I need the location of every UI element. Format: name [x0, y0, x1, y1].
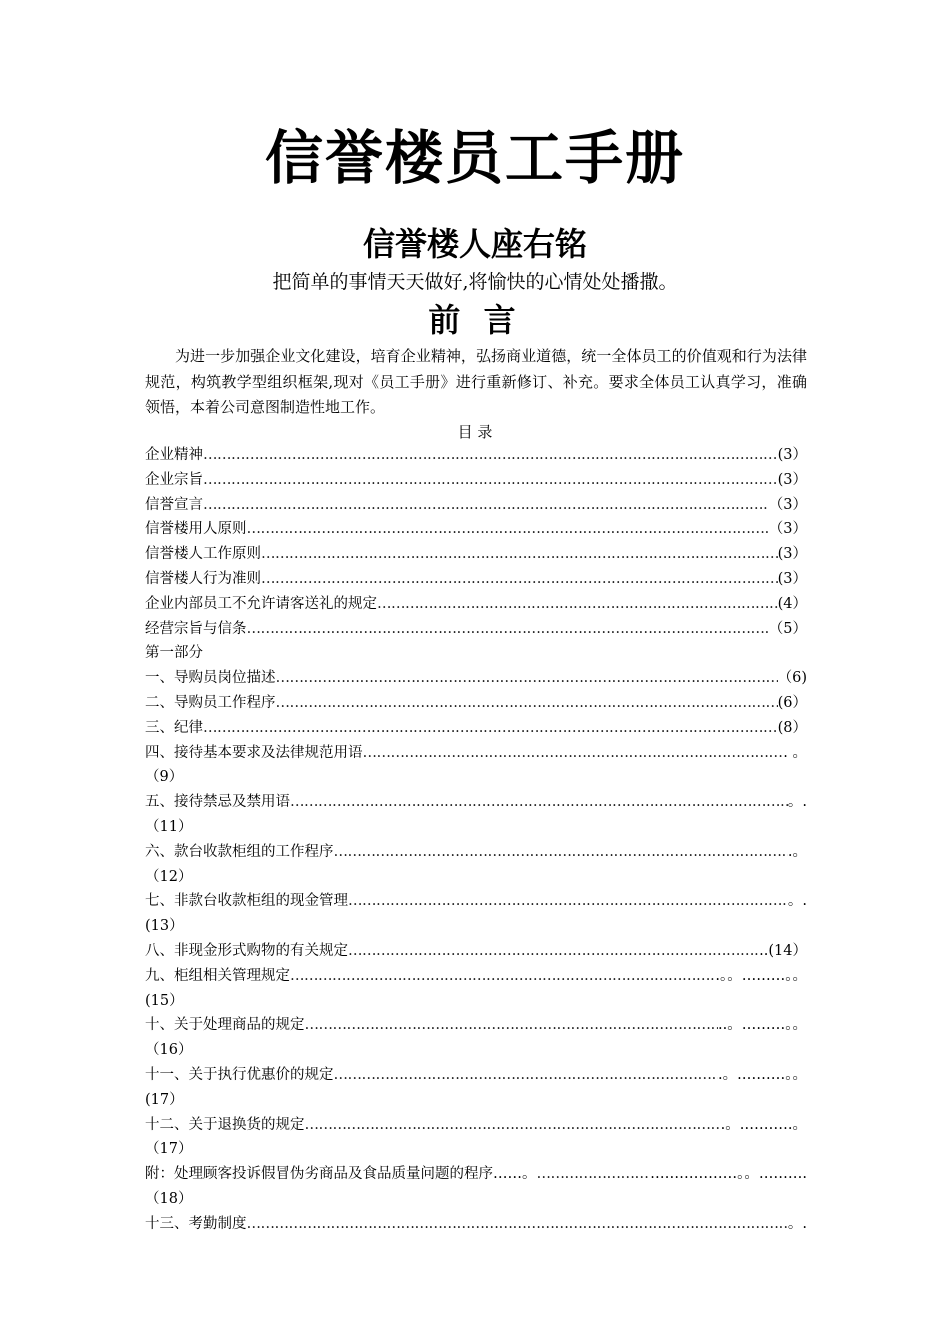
toc-leader-dots	[290, 790, 788, 815]
toc-entry-page-continued: （17）	[145, 1141, 193, 1158]
toc-entry-page-continued: （18）	[145, 1190, 193, 1207]
document-title: 信誉楼员工手册	[264, 124, 685, 192]
toc-leader-dots	[348, 889, 788, 914]
toc-entry-label: 信誉楼用人原则	[145, 521, 247, 538]
toc-entry-page: （3）	[768, 496, 807, 513]
toc-entry[interactable]	[145, 666, 807, 691]
toc-leader-dots	[290, 964, 715, 989]
toc-entry[interactable]	[145, 1212, 807, 1237]
toc-entry-page: (8）	[777, 719, 807, 736]
toc-leader-dots	[305, 1113, 721, 1138]
preface-paragraph: 为进一步加强企业文化建设，培育企业精神，弘扬商业道德，统一全体员工的价值观和行为法律规范，构筑教学型组织框架,现对《员工手册》进行重新修订、补充。要求全体员工认真学习，准确领悟，本着公司意图制造性地工作。	[145, 347, 807, 416]
toc-entry-label: 九、柜组相关管理规定	[145, 967, 290, 984]
toc-entry[interactable]	[145, 567, 807, 592]
toc-entry-page-continued: （12）	[145, 868, 193, 885]
motto-heading: 信誉楼人座右铭	[362, 225, 587, 263]
toc-entry-page: ..(14）	[759, 942, 807, 959]
toc-entry-page: .。.……….。	[720, 1116, 807, 1133]
toc-heading: 目 录	[457, 423, 493, 441]
toc-entry-page: (3）	[777, 471, 807, 488]
toc-entry[interactable]	[145, 592, 807, 617]
toc-leader-dots	[305, 1013, 719, 1038]
toc-entry[interactable]	[145, 889, 807, 914]
toc-entry-label: 十一、关于执行优惠价的规定	[145, 1066, 334, 1083]
toc-leader-dots	[261, 567, 778, 592]
toc-entry[interactable]	[145, 964, 807, 989]
toc-entry[interactable]	[145, 1113, 807, 1138]
toc-entry[interactable]	[145, 517, 807, 542]
toc-entry[interactable]	[145, 468, 807, 493]
toc-entry-label: 信誉楼人工作原则	[145, 546, 261, 563]
toc-entry-label: 十、关于处理商品的规定	[145, 1017, 305, 1034]
toc-entry[interactable]	[145, 493, 807, 518]
table-of-contents	[145, 443, 807, 1237]
toc-entry-page: .。	[787, 843, 807, 860]
toc-entry[interactable]	[145, 939, 807, 964]
toc-leader-dots	[247, 1212, 788, 1237]
toc-entry[interactable]	[145, 790, 807, 815]
toc-entry-page: 。.	[787, 893, 807, 910]
toc-entry-page: ………………。。……….	[650, 1166, 807, 1183]
toc-entry-page-continued: (17）	[145, 1091, 184, 1108]
motto-text: 把简单的事情天天做好,将愉快的心情处处播撒。	[272, 271, 678, 293]
toc-entry[interactable]	[145, 1162, 807, 1187]
toc-entry-page: (3）	[777, 546, 807, 563]
toc-entry-label: 六、款台收款柜组的工作程序	[145, 843, 334, 860]
toc-entry[interactable]	[145, 443, 807, 468]
toc-entry-page: (4）	[777, 595, 807, 612]
toc-entry-label: 信誉宣言	[145, 496, 203, 513]
toc-entry-label: 经营宗旨与信条	[145, 620, 247, 637]
toc-entry-label: 十三、考勤制度	[145, 1215, 247, 1232]
toc-entry-page: . 。	[783, 744, 807, 761]
toc-entry[interactable]	[145, 741, 807, 766]
toc-entry-label: 信誉楼人行为准则	[145, 570, 261, 587]
toc-entry-label: 八、非现金形式购物的有关规定	[145, 942, 348, 959]
toc-entry-page-continued: (13）	[145, 918, 184, 935]
toc-entry[interactable]	[145, 716, 807, 741]
toc-entry-page: （3）	[768, 521, 807, 538]
toc-entry-label: 十二、关于退换货的规定	[145, 1116, 305, 1133]
toc-leader-dots	[247, 617, 769, 642]
toc-leader-dots	[276, 666, 778, 691]
toc-leader-dots	[363, 741, 784, 766]
toc-entry[interactable]	[145, 840, 807, 865]
toc-entry[interactable]	[145, 1013, 807, 1038]
toc-leader-dots	[203, 716, 778, 741]
toc-entry-page: （6)	[777, 670, 807, 687]
toc-leader-dots	[334, 1063, 719, 1088]
toc-entry-label: 五、接待禁忌及禁用语	[145, 794, 290, 811]
toc-entry-page-continued: （16）	[145, 1042, 193, 1059]
toc-entry-page: (3）	[777, 447, 807, 463]
toc-entry-label: 企业内部员工不允许请客送礼的规定	[145, 595, 377, 612]
toc-entry-label: 三、纪律	[145, 719, 203, 736]
toc-entry-label: 二、导购员工作程序	[145, 694, 276, 711]
preface-heading: 前 言	[428, 301, 522, 339]
toc-leader-dots	[203, 493, 769, 518]
toc-entry[interactable]	[145, 691, 807, 716]
toc-entry-label: 企业精神	[145, 447, 203, 463]
toc-entry-page: .。。………。。	[715, 967, 807, 984]
toc-leader-dots	[247, 517, 769, 542]
toc-entry-page-continued: (15）	[145, 992, 184, 1009]
toc-leader-dots	[537, 1162, 651, 1187]
toc-entry[interactable]	[145, 1063, 807, 1088]
toc-entry-page-continued: （9）	[145, 769, 184, 786]
toc-leader-dots	[348, 939, 759, 964]
toc-leader-dots	[203, 468, 778, 493]
toc-entry-label: 一、导购员岗位描述	[145, 670, 276, 687]
toc-leader-dots	[276, 691, 778, 716]
toc-leader-dots	[334, 840, 788, 865]
toc-entry-page: （5）	[768, 620, 807, 637]
toc-section-heading: 第一部分	[145, 645, 203, 662]
toc-leader-dots	[203, 443, 778, 468]
toc-entry-label: 七、非款台收款柜组的现金管理	[145, 893, 348, 910]
toc-entry-label: 四、接待基本要求及法律规范用语	[145, 744, 363, 761]
toc-entry[interactable]	[145, 617, 807, 642]
toc-entry[interactable]	[145, 542, 807, 567]
toc-entry-page: (3）	[777, 570, 807, 587]
toc-leader-dots	[261, 542, 778, 567]
toc-leader-dots	[377, 592, 778, 617]
toc-entry-page-continued: （11）	[145, 818, 193, 835]
toc-entry-label: 附：处理顾客投诉假冒伪劣商品及食品质量问题的程序……。	[145, 1166, 537, 1183]
toc-entry-label: 企业宗旨	[145, 471, 203, 488]
toc-entry-page: ..。………。。	[718, 1017, 807, 1034]
toc-entry-page: .。.………。。	[718, 1066, 807, 1083]
toc-entry-page: 。.	[787, 1215, 807, 1232]
toc-entry-page: 。.	[787, 794, 807, 811]
toc-entry-page: (6）	[777, 694, 807, 711]
